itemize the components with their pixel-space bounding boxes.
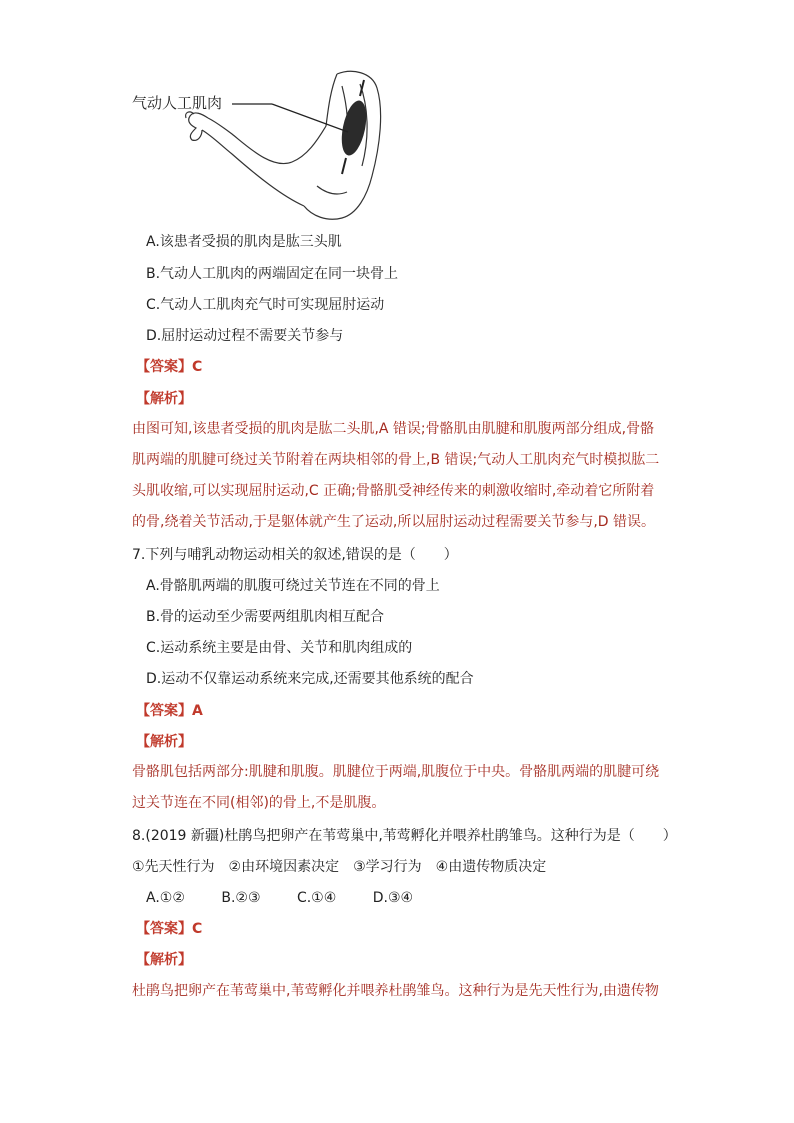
q8-option-b: B.②③ xyxy=(221,890,261,906)
q6-analysis xyxy=(132,414,662,538)
answer-label: 【答案】 xyxy=(136,921,192,937)
q7-option-b: B.骨的运动至少需要两组肌肉相互配合 xyxy=(146,609,385,625)
q8-stem: 8.(2019 新疆)杜鹃鸟把卵产在苇莺巢中,苇莺孵化并喂养杜鹃雏鸟。这种行为是（ ） xyxy=(132,828,677,844)
q6-option-a: A.该患者受损的肌肉是肱三头肌 xyxy=(146,234,342,250)
analysis-line: 骨骼肌包括两部分:肌腱和肌腹。肌腱位于两端,肌腹位于中央。骨骼肌两端的肌腱可绕 xyxy=(132,764,660,780)
analysis-line: 由图可知,该患者受损的肌肉是肱二头肌,A 错误;骨骼肌由肌腱和肌腹两部分组成,骨骼 xyxy=(132,421,655,437)
answer-value: C xyxy=(192,921,203,937)
analysis-line: 杜鹃鸟把卵产在苇莺巢中,苇莺孵化并喂养杜鹃雏鸟。这种行为是先天性行为,由遗传物 xyxy=(132,983,659,999)
arm-muscle-figure xyxy=(132,66,392,226)
q7-option-d: D.运动不仅靠运动系统来完成,还需要其他系统的配合 xyxy=(146,671,474,687)
analysis-line: 头肌收缩,可以实现屈肘运动,C 正确;骨骼肌受神经传来的刺激收缩时,牵动着它所附着 xyxy=(132,483,655,499)
q8-analysis-label: 【解析】 xyxy=(136,952,192,968)
q6-option-c: C.气动人工肌肉充气时可实现屈肘运动 xyxy=(146,297,385,313)
q8-option-c: C.①④ xyxy=(296,890,337,906)
q7-option-c: C.运动系统主要是由骨、关节和肌肉组成的 xyxy=(146,640,413,656)
q8-answer xyxy=(136,919,794,939)
q8-analysis xyxy=(132,976,662,1007)
q7-analysis-label: 【解析】 xyxy=(136,734,192,750)
answer-label: 【答案】 xyxy=(136,703,192,719)
q6-option-b: B.气动人工肌肉的两端固定在同一块骨上 xyxy=(146,266,399,282)
q8-choices: ①先天性行为 ②由环境因素决定 ③学习行为 ④由遗传物质决定 xyxy=(132,859,547,875)
answer-value: C xyxy=(192,359,203,375)
analysis-line: 过关节连在不同(相邻)的骨上,不是肌腹。 xyxy=(132,795,386,811)
answer-label: 【答案】 xyxy=(136,359,192,375)
q8-option-a: A.①② xyxy=(146,890,185,906)
figure-label: 气动人工肌肉 xyxy=(132,94,223,112)
q8-option-d: D.③④ xyxy=(372,890,414,906)
analysis-line: 的骨,绕着关节活动,于是躯体就产生了运动,所以屈肘运动过程需要关节参与,D 错误。 xyxy=(132,514,656,530)
q6-option-d: D.屈肘运动过程不需要关节参与 xyxy=(146,328,344,344)
q7-stem: 7.下列与哺乳动物运动相关的叙述,错误的是（ ） xyxy=(132,547,458,563)
arm-illustration xyxy=(132,66,392,226)
q6-answer xyxy=(136,357,794,377)
q7-answer xyxy=(136,701,794,721)
q7-analysis xyxy=(132,757,662,819)
q8-options xyxy=(146,888,794,908)
analysis-line: 肌两端的肌腱可绕过关节附着在两块相邻的骨上,B 错误;气动人工肌肉充气时模拟肱二 xyxy=(132,452,660,468)
answer-value: A xyxy=(192,703,203,719)
q7-option-a: A.骨骼肌两端的肌腹可绕过关节连在不同的骨上 xyxy=(146,578,440,594)
q6-analysis-label: 【解析】 xyxy=(136,391,192,407)
